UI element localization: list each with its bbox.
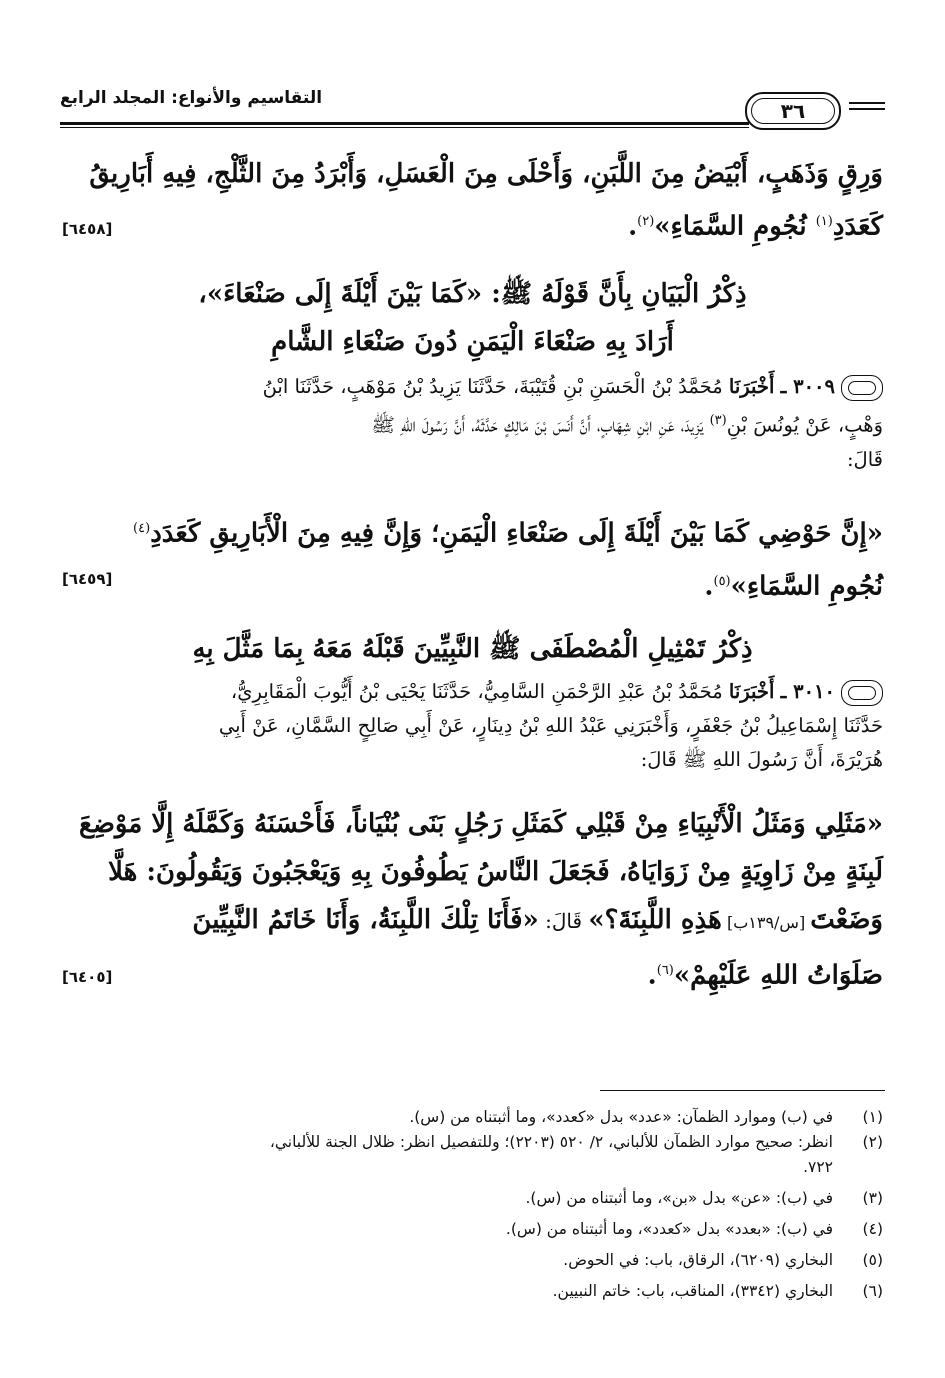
footnote-text: في (ب) وموارد الظمآن: «عدد» بدل «كعدد»، وما أثبتناه من (س). <box>409 1108 833 1126</box>
text-span: نُجُومِ السَّمَاءِ» <box>654 211 816 242</box>
text-line <box>62 675 883 709</box>
text-line <box>62 370 883 404</box>
isnad-3010 <box>62 675 883 777</box>
text-span: «فَأَنَا تِلْكَ اللَّبِنَةُ، وَأَنَا خَاتَمُ النَّبِيِّينَ <box>192 905 539 935</box>
footnote-marker[interactable]: (١) <box>815 214 833 229</box>
text-span: مُحَمَّدُ بْنُ الْحَسَنِ بْنِ قُتَيْبَةَ، حَدَّثَنَا يَزِيدُ بْنُ مَوْهَبٍ، حَدَّثَنَا ابْنُ <box>262 375 729 398</box>
footnote-marker[interactable]: (٤) <box>133 521 151 536</box>
text-span: يَزِيدَ، عَنِ ابْنِ شِهَابٍ، أَنَّ أَنَسَ بْنَ مَالِكٍ حَدَّثَهُ، أَنَّ رَسُولَ اللهِ ﷺ <box>371 413 710 437</box>
chapter-heading <box>62 625 883 673</box>
hadith-reference: [٦٤٥٨] <box>62 220 113 238</box>
footnote <box>62 1248 883 1273</box>
manuscript-note: [س/١٣٩ب] <box>721 913 811 932</box>
page-number: ٣٦ <box>751 98 835 124</box>
text-line: لَبِنَةٍ مِنْ زَاوِيَةٍ مِنْ زَوَايَاهُ، فَجَعَلَ النَّاسُ يَطُوفُونَ بِهِ وَيَعْجَبُونَ وَيَقُولُونَ: هَلَّا <box>108 857 883 887</box>
footnote-separator <box>600 1090 885 1091</box>
footnote-marker[interactable]: (٥) <box>713 573 731 589</box>
footnote-marker[interactable]: (٢) <box>637 214 655 229</box>
footnote-text <box>62 1130 833 1180</box>
khabar-medallion-icon <box>841 680 883 706</box>
footnote <box>62 1130 883 1180</box>
footnote-marker[interactable]: (٣) <box>709 413 727 428</box>
footnote-number: (٥) <box>862 1251 883 1269</box>
footnote-text-line: انظر: صحيح موارد الظمآن للألباني، ٢/ ٥٢٠ (٢٢٠٣)؛ وللتفصيل انظر: ظلال الجنة للألباني، <box>269 1133 833 1151</box>
heading-line: ذِكْرُ الْبَيَانِ بِأَنَّ قَوْلَهُ ﷺ: «كَمَا بَيْنَ أَيْلَةَ إِلَى صَنْعَاءَ»، <box>198 279 747 309</box>
text-line: قَالَ: <box>846 447 883 471</box>
text-line: هُرَيْرَةَ، أَنَّ رَسُولَ اللهِ ﷺ قَالَ: <box>640 748 883 771</box>
footnote-text-line: ٧٢٢. <box>803 1158 833 1176</box>
text-line: «مَثَلِي وَمَثَلُ الْأَنْبِيَاءِ مِنْ قَبْلِي كَمَثَلِ رَجُلٍ بَنَى بُنْيَاناً، فَأَحْسَنَهُ وَكَمَّلَهُ إِلَّا مَوْضِعَ <box>79 809 883 839</box>
text-line <box>62 198 883 251</box>
text-span: «إِنَّ حَوْضِي كَمَا بَيْنَ أَيْلَةَ إِلَى صَنْعَاءِ الْيَمَنِ؛ وَإِنَّ فِيهِ مِنَ الْأَبَارِيقِ كَعَدَدِ <box>150 518 883 549</box>
heading-line: ذِكْرُ تَمْثِيلِ الْمُصْطَفَى ﷺ النَّبِيِّينَ قَبْلَهُ مَعَهُ بِمَا مَثَّلَ بِهِ <box>192 634 753 664</box>
footnote <box>62 1105 883 1130</box>
text-line: وَرِقٍ وَذَهَبٍ، أَبْيَضُ مِنَ اللَّبَنِ، وَأَحْلَى مِنَ الْعَسَلِ، وَأَبْرَدُ مِنَ الثَّلْجِ، فِيهِ أَبَارِيقُ <box>89 159 883 189</box>
text-span: صَلَوَاتُ اللهِ عَلَيْهِمْ» <box>673 960 883 991</box>
matn-3010 <box>62 800 883 1000</box>
footnotes <box>62 1105 883 1304</box>
text-span: قَالَ: <box>538 909 589 933</box>
footnote-number: (٣) <box>862 1189 883 1207</box>
heading-line: أَرَادَ بِهِ صَنْعَاءَ الْيَمَنِ دُونَ صَنْعَاءِ الشَّامِ <box>271 327 674 357</box>
text-span: كَعَدَدِ <box>832 211 883 242</box>
footnote-text: البخاري (٦٢٠٩)، الرقاق، باب: في الحوض. <box>563 1251 833 1269</box>
footnote-number: (٦) <box>862 1282 883 1300</box>
text-line: حَدَّثَنَا إِسْمَاعِيلُ بْنُ جَعْفَرٍ، وَأَخْبَرَنِي عَبْدُ اللهِ بْنُ دِينَارٍ، عَنْ أَبِي صَالِحٍ السَّمَّانِ، عَنْ أَبِي <box>218 714 883 737</box>
header-ornament-line <box>849 108 885 110</box>
matn-3009 <box>62 505 883 610</box>
text-line <box>62 505 883 558</box>
text-span: نُجُومِ السَّمَاءِ» <box>730 571 883 602</box>
hadith-number: ٣٠١٠ ـ <box>780 680 835 703</box>
footnote-text: البخاري (٣٣٤٢)، المناقب، باب: خاتم النبيين. <box>552 1282 833 1300</box>
footnote-number: (٤) <box>862 1220 883 1238</box>
footnote <box>62 1279 883 1304</box>
text-span: . <box>628 211 638 242</box>
text-line <box>62 896 883 947</box>
akhbarana-word: أَخْبَرَنَا <box>728 680 775 703</box>
chapter-heading <box>62 270 883 366</box>
akhbarana-word: أَخْبَرَنَا <box>728 375 775 398</box>
hadith-continuation <box>62 150 883 251</box>
text-line <box>62 404 883 443</box>
footnote-number: (١) <box>862 1108 883 1126</box>
running-title: التقاسيم والأنواع: المجلد الرابع <box>60 88 323 108</box>
text-span: . <box>647 960 657 991</box>
text-span: وَضَعْتَ <box>810 905 883 935</box>
hadith-reference: [٦٤٠٥] <box>62 968 113 986</box>
header-rule <box>60 122 749 125</box>
text-line <box>62 558 883 611</box>
text-span: . <box>704 571 714 602</box>
footnote-number: (٢) <box>862 1133 883 1151</box>
footnote-text: في (ب): «بعدد» بدل «كعدد»، وما أثبتناه من (س). <box>505 1220 833 1238</box>
footnote-marker[interactable]: (٦) <box>656 963 674 978</box>
text-span: مُحَمَّدُ بْنُ عَبْدِ الرَّحْمَنِ السَّامِيُّ، حَدَّثَنَا يَحْيَى بْنُ أَيُّوبَ الْمَقَابِرِيُّ، <box>230 680 729 703</box>
text-span: وَهْبٍ، عَنْ يُونُسَ بْنِ <box>726 413 883 437</box>
hadith-reference: [٦٤٥٩] <box>62 570 113 588</box>
hadith-number: ٣٠٠٩ ـ <box>780 375 835 398</box>
footnote <box>62 1186 883 1211</box>
header-rule <box>60 127 749 128</box>
khabar-medallion-icon <box>841 375 883 401</box>
text-line <box>62 947 883 1000</box>
header-ornament-line <box>849 102 885 104</box>
page-number-frame <box>745 92 841 130</box>
footnote-text: في (ب): «عن» بدل «بن»، وما أثبتناه من (س). <box>525 1189 833 1207</box>
text-span: هَذِهِ اللَّبِنَةَ؟» <box>588 905 722 935</box>
isnad-3009 <box>62 370 883 477</box>
footnote <box>62 1217 883 1242</box>
